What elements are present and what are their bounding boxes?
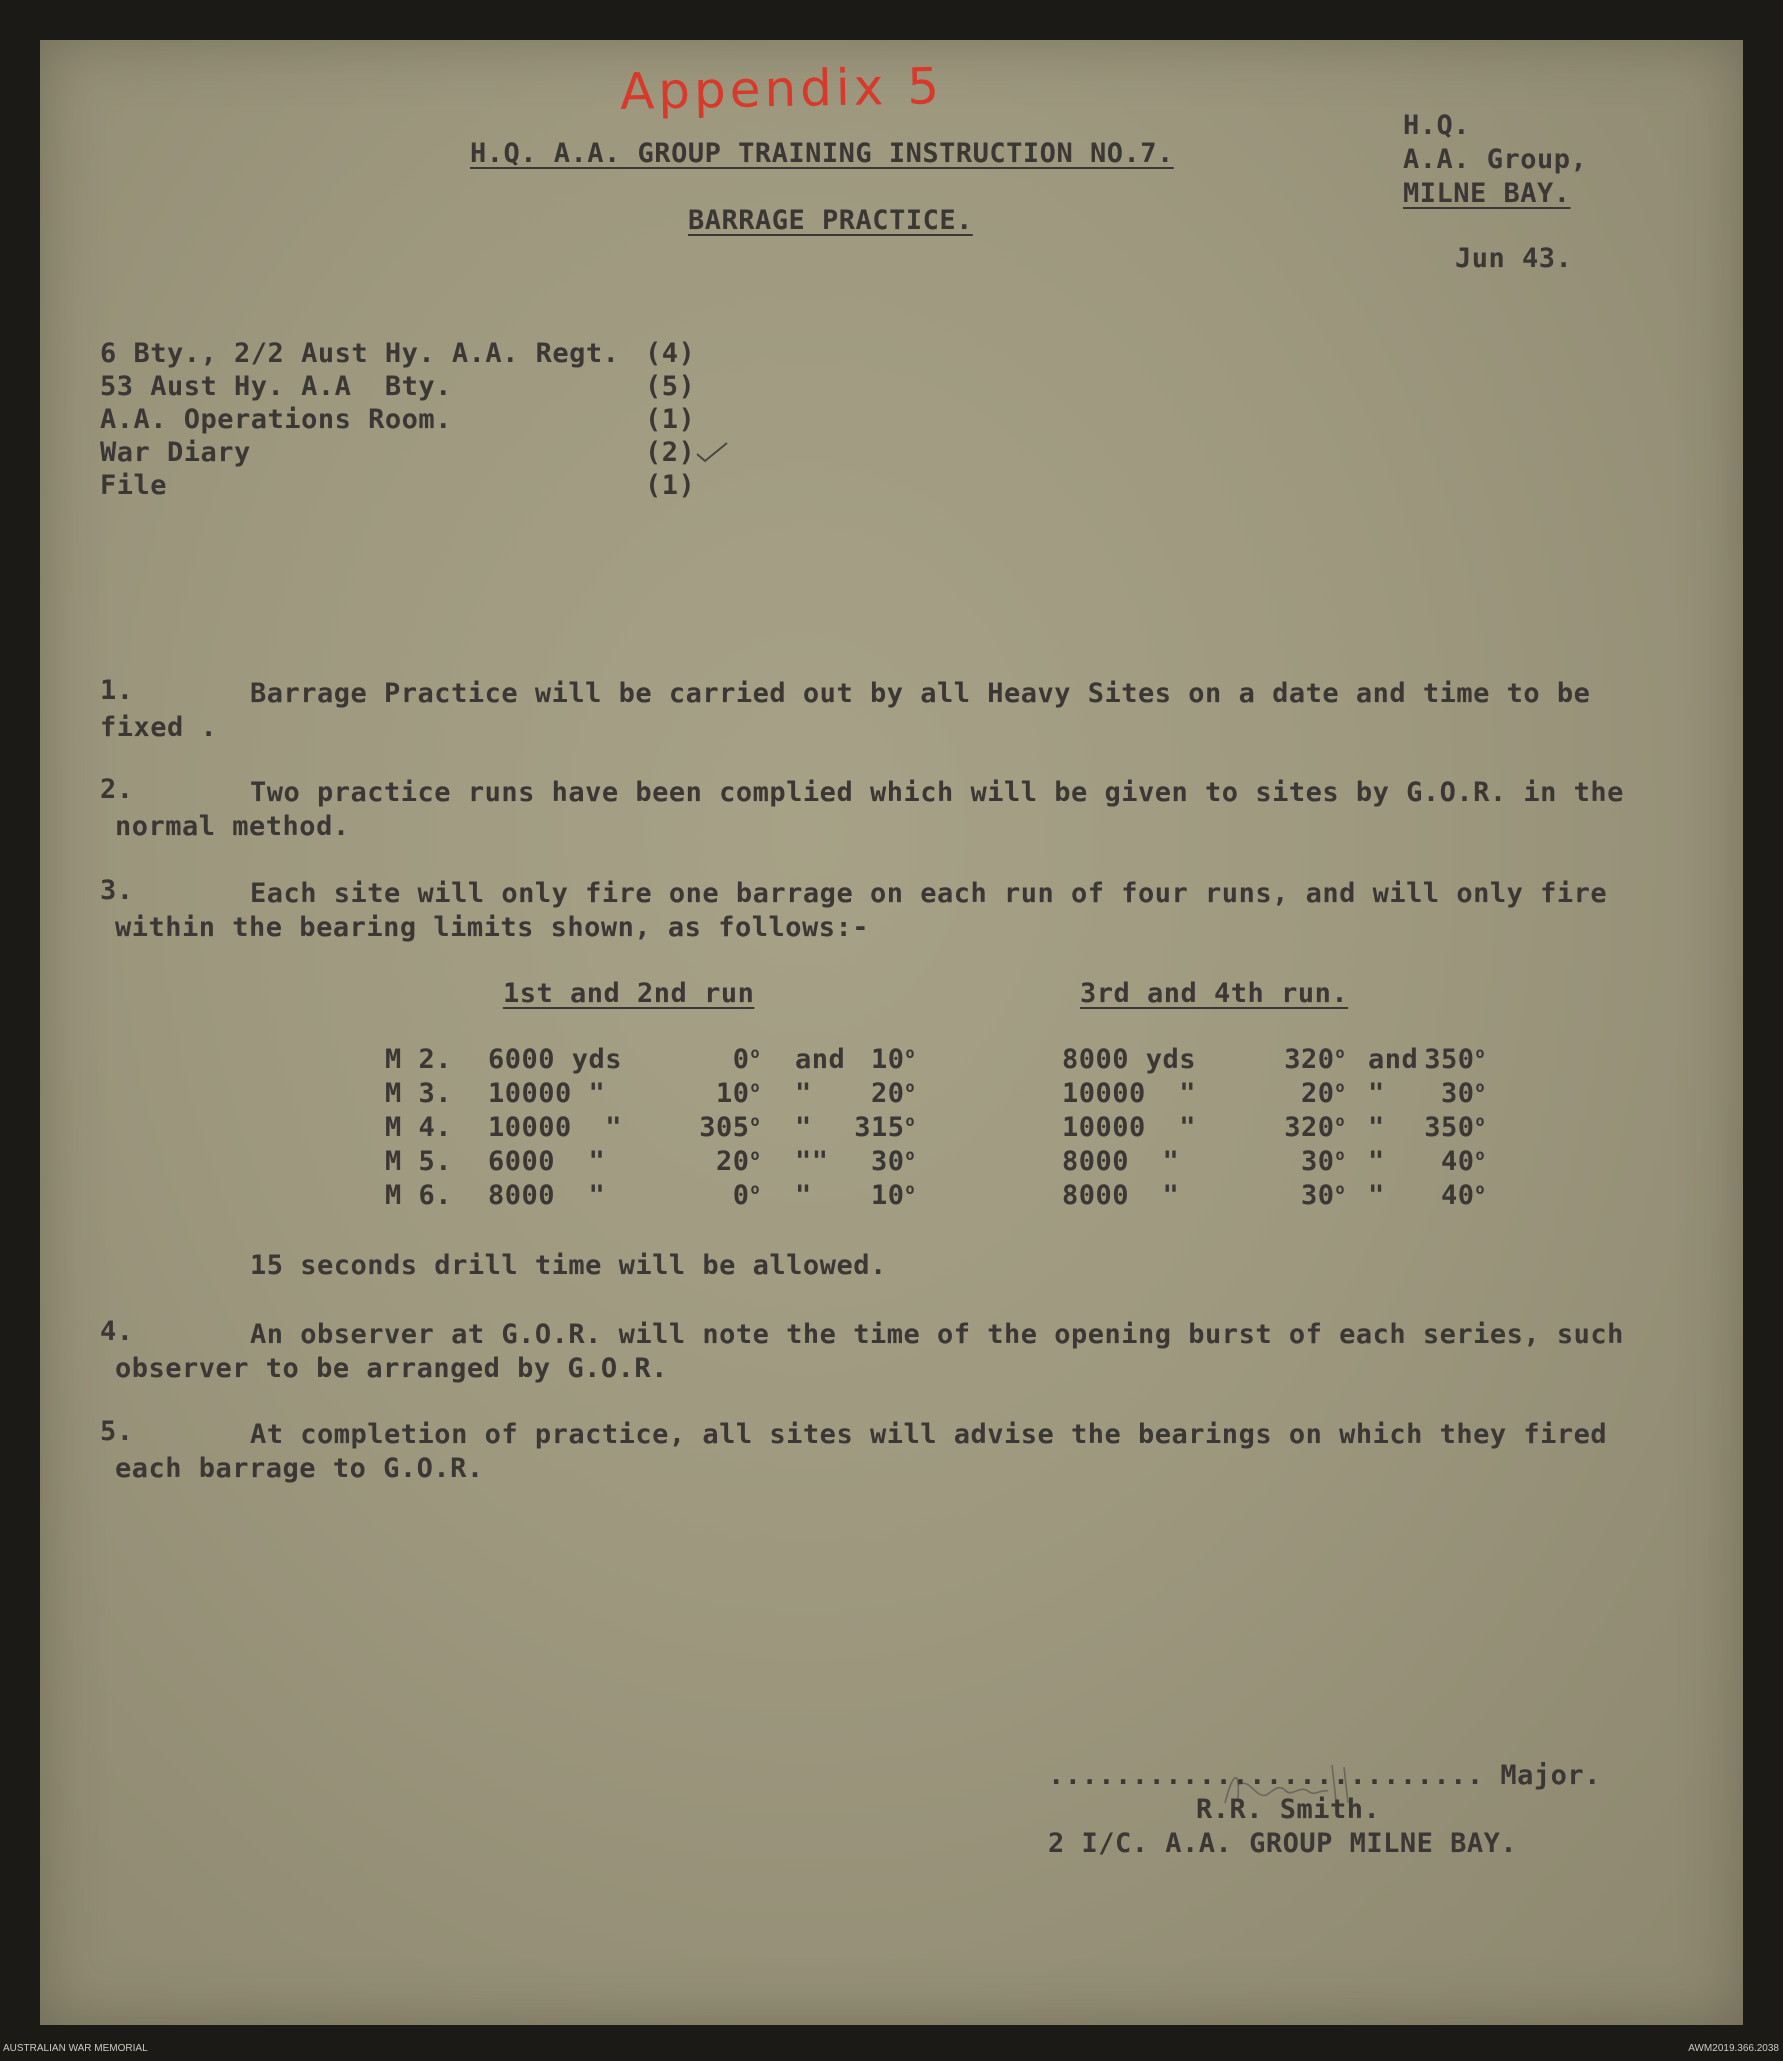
table-cell-r2-range: 8000 " <box>1062 1146 1180 1177</box>
paragraph-number: 2. <box>100 774 134 805</box>
table-cell-r2-from: 30$^o$ <box>1300 1146 1345 1177</box>
degree-symbol: o <box>1335 1146 1345 1164</box>
distribution-item-count: (1) <box>645 404 696 435</box>
document-title: H.Q. A.A. GROUP TRAINING INSTRUCTION NO.7. <box>470 138 1174 169</box>
table-cell-r2-to: 350$^o$ <box>1424 1044 1485 1075</box>
table-cell-r1-from: 20$^o$ <box>715 1146 760 1177</box>
degree-symbol: o <box>750 1146 760 1164</box>
paragraph-1: Barrage Practice will be carried out by all Heavy Sites on a date and time to be fixed . <box>100 678 1591 743</box>
degree-symbol: o <box>1335 1078 1345 1096</box>
degree-symbol: o <box>750 1112 760 1130</box>
table-cell-r2-range: 8000 " <box>1062 1180 1180 1211</box>
table-cell-r2-sep: and <box>1368 1044 1419 1075</box>
table-cell-r1-to: 315$^o$ <box>854 1112 915 1143</box>
distribution-item-name: 53 Aust Hy. A.A Bty. <box>100 371 452 402</box>
table-cell-r1-range: 10000 " <box>488 1078 606 1109</box>
distribution-item-count: (1) <box>645 470 696 501</box>
distribution-item-count: (2) <box>645 437 696 468</box>
table-cell-r1-from: 0$^o$ <box>732 1180 760 1211</box>
table-cell-r2-range: 8000 yds <box>1062 1044 1197 1075</box>
degree-symbol: o <box>905 1112 915 1130</box>
document-subtitle: BARRAGE PRACTICE. <box>688 205 973 236</box>
table-cell-r2-from: 320$^o$ <box>1284 1044 1345 1075</box>
table-cell-r1-sep: " <box>795 1078 812 1109</box>
table-cell-r2-from: 20$^o$ <box>1300 1078 1345 1109</box>
table-cell-r1-to: 10$^o$ <box>870 1180 915 1211</box>
table-cell-r2-sep: " <box>1368 1112 1385 1143</box>
table-cell-r2-sep: " <box>1368 1078 1385 1109</box>
degree-symbol: o <box>1335 1180 1345 1198</box>
distribution-item-count: (5) <box>645 371 696 402</box>
table-cell-r1-to: 20$^o$ <box>870 1078 915 1109</box>
degree-symbol: o <box>1475 1146 1485 1164</box>
table-cell-site: M 6. <box>385 1180 453 1211</box>
table-cell-site: M 3. <box>385 1078 453 1109</box>
paragraph-5: At completion of practice, all sites will advise the bearings on which they fired each barrage to G.O.R. <box>115 1419 1608 1484</box>
table-cell-r1-range: 6000 yds <box>488 1044 623 1075</box>
table-header-runs-3-4: 3rd and 4th run. <box>1080 978 1349 1009</box>
table-cell-r1-sep: " <box>795 1180 812 1211</box>
table-cell-r1-from: 10$^o$ <box>715 1078 760 1109</box>
table-cell-r1-sep: "" <box>795 1146 829 1177</box>
table-cell-r1-to: 10$^o$ <box>870 1044 915 1075</box>
degree-symbol: o <box>905 1180 915 1198</box>
paragraph-number: 4. <box>100 1316 134 1347</box>
table-cell-r2-from: 320$^o$ <box>1284 1112 1345 1143</box>
hq-line-3: MILNE BAY. <box>1403 178 1571 209</box>
hq-line-2: A.A. Group, <box>1403 144 1588 175</box>
table-header-runs-1-2: 1st and 2nd run <box>503 978 755 1009</box>
paragraph-3: Each site will only fire one barrage on each run of four runs, and will only fire within the bearing limits shown, as follows:- <box>115 878 1608 943</box>
table-cell-site: M 5. <box>385 1146 453 1177</box>
paragraph-number: 1. <box>100 675 134 706</box>
signatory-name: R.R. Smith. <box>1196 1794 1381 1825</box>
table-cell-r1-from: 0$^o$ <box>732 1044 760 1075</box>
paragraph-4: An observer at G.O.R. will note the time of the opening burst of each series, such observer to be arranged by G.O.R. <box>115 1319 1624 1384</box>
degree-symbol: o <box>1475 1078 1485 1096</box>
table-cell-r1-to: 30$^o$ <box>870 1146 915 1177</box>
table-cell-r2-to: 30$^o$ <box>1440 1078 1485 1109</box>
document-date: Jun 43. <box>1455 243 1573 274</box>
hq-line-1: H.Q. <box>1403 110 1471 141</box>
signature-rank-line: .......................... Major. <box>1048 1760 1601 1791</box>
archive-footer-left: AUSTRALIAN WAR MEMORIAL <box>3 2043 148 2054</box>
degree-symbol: o <box>750 1078 760 1096</box>
degree-symbol: o <box>750 1044 760 1062</box>
drill-note: 15 seconds drill time will be allowed. <box>250 1250 887 1281</box>
table-cell-r2-to: 40$^o$ <box>1440 1180 1485 1211</box>
paragraph-2: Two practice runs have been complied which will be given to sites by G.O.R. in the normal method. <box>115 777 1624 842</box>
table-cell-r1-from: 305$^o$ <box>699 1112 760 1143</box>
appendix-annotation: Appendix 5 <box>619 57 944 121</box>
table-cell-r2-to: 350$^o$ <box>1424 1112 1485 1143</box>
paragraph-number: 5. <box>100 1416 134 1447</box>
table-cell-r2-sep: " <box>1368 1180 1385 1211</box>
distribution-item-count: (4) <box>645 338 696 369</box>
degree-symbol: o <box>905 1044 915 1062</box>
degree-symbol: o <box>1475 1112 1485 1130</box>
table-cell-r2-to: 40$^o$ <box>1440 1146 1485 1177</box>
degree-symbol: o <box>750 1180 760 1198</box>
table-cell-r1-range: 8000 " <box>488 1180 606 1211</box>
degree-symbol: o <box>905 1078 915 1096</box>
distribution-item-name: War Diary <box>100 437 251 468</box>
degree-symbol: o <box>905 1146 915 1164</box>
table-cell-site: M 4. <box>385 1112 453 1143</box>
signatory-position: 2 I/C. A.A. GROUP MILNE BAY. <box>1048 1828 1518 1859</box>
table-cell-r1-sep: " <box>795 1112 812 1143</box>
distribution-item-name: 6 Bty., 2/2 Aust Hy. A.A. Regt. <box>100 338 620 369</box>
distribution-item-name: A.A. Operations Room. <box>100 404 452 435</box>
degree-symbol: o <box>1335 1112 1345 1130</box>
checkmark-icon <box>695 440 729 464</box>
degree-symbol: o <box>1335 1044 1345 1062</box>
archive-footer-right: AWM2019.366.2038 <box>1688 2043 1779 2054</box>
degree-symbol: o <box>1475 1044 1485 1062</box>
table-cell-r1-range: 10000 " <box>488 1112 623 1143</box>
distribution-item-name: File <box>100 470 168 501</box>
table-cell-r2-from: 30$^o$ <box>1300 1180 1345 1211</box>
table-cell-r1-range: 6000 " <box>488 1146 606 1177</box>
paragraph-number: 3. <box>100 875 134 906</box>
degree-symbol: o <box>1475 1180 1485 1198</box>
table-cell-site: M 2. <box>385 1044 453 1075</box>
table-cell-r2-range: 10000 " <box>1062 1112 1197 1143</box>
table-cell-r2-sep: " <box>1368 1146 1385 1177</box>
table-cell-r1-sep: and <box>795 1044 846 1075</box>
table-cell-r2-range: 10000 " <box>1062 1078 1197 1109</box>
